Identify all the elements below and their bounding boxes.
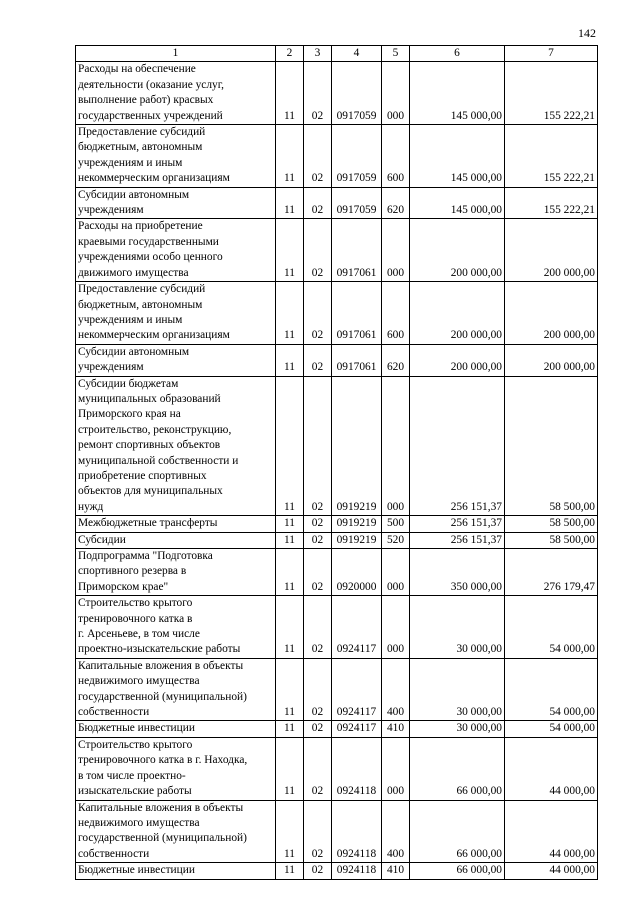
target-item-code-cell: 0924118	[332, 737, 382, 800]
column-header: 6	[410, 46, 505, 62]
section-code-cell: 11	[276, 549, 304, 596]
amount-col7-cell: 155 222,21	[505, 187, 598, 219]
amount-col6-cell: 256 151,37	[410, 516, 505, 532]
amount-col7-cell: 200 000,00	[505, 344, 598, 376]
subsection-code-cell: 02	[304, 282, 332, 345]
subsection-code-cell: 02	[304, 721, 332, 737]
amount-col7-cell: 44 000,00	[505, 737, 598, 800]
target-item-code-cell: 0924118	[332, 863, 382, 879]
amount-col7-cell: 58 500,00	[505, 376, 598, 516]
table-row	[76, 800, 598, 863]
row-name-cell: Бюджетные инвестиции	[76, 721, 276, 737]
row-name-cell: Межбюджетные трансферты	[76, 516, 276, 532]
amount-col6-cell: 66 000,00	[410, 737, 505, 800]
expense-type-code-cell: 000	[382, 596, 410, 659]
subsection-code-cell: 02	[304, 532, 332, 548]
column-header: 7	[505, 46, 598, 62]
amount-col6-cell: 30 000,00	[410, 596, 505, 659]
subsection-code-cell: 02	[304, 800, 332, 863]
amount-col7-cell: 54 000,00	[505, 721, 598, 737]
expense-type-code-cell: 400	[382, 800, 410, 863]
target-item-code-cell: 0924117	[332, 658, 382, 721]
table-row	[76, 125, 598, 188]
target-item-code-cell: 0917059	[332, 62, 382, 125]
section-code-cell: 11	[276, 658, 304, 721]
subsection-code-cell: 02	[304, 187, 332, 219]
amount-col7-cell: 58 500,00	[505, 516, 598, 532]
subsection-code-cell: 02	[304, 125, 332, 188]
section-code-cell: 11	[276, 721, 304, 737]
table-row	[76, 721, 598, 737]
expense-type-code-cell: 620	[382, 344, 410, 376]
section-code-cell: 11	[276, 516, 304, 532]
section-code-cell: 11	[276, 125, 304, 188]
expense-type-code-cell: 520	[382, 532, 410, 548]
expense-type-code-cell: 410	[382, 863, 410, 879]
section-code-cell: 11	[276, 187, 304, 219]
row-name-cell: Субсидии	[76, 532, 276, 548]
amount-col7-cell: 44 000,00	[505, 800, 598, 863]
section-code-cell: 11	[276, 344, 304, 376]
target-item-code-cell: 0919219	[332, 532, 382, 548]
table-row	[76, 863, 598, 879]
subsection-code-cell: 02	[304, 62, 332, 125]
target-item-code-cell: 0917059	[332, 187, 382, 219]
expense-type-code-cell: 000	[382, 549, 410, 596]
amount-col6-cell: 256 151,37	[410, 532, 505, 548]
row-name-cell: Предоставление субсидий бюджетным, автономным учреждениям и иным некоммерческим организациям	[76, 282, 276, 345]
section-code-cell: 11	[276, 62, 304, 125]
target-item-code-cell: 0919219	[332, 376, 382, 516]
subsection-code-cell: 02	[304, 596, 332, 659]
column-header: 2	[276, 46, 304, 62]
table-header-row	[76, 46, 598, 62]
expense-type-code-cell: 000	[382, 376, 410, 516]
expense-type-code-cell: 600	[382, 125, 410, 188]
amount-col6-cell: 66 000,00	[410, 863, 505, 879]
section-code-cell: 11	[276, 282, 304, 345]
amount-col6-cell: 200 000,00	[410, 344, 505, 376]
subsection-code-cell: 02	[304, 549, 332, 596]
amount-col6-cell: 200 000,00	[410, 282, 505, 345]
section-code-cell: 11	[276, 532, 304, 548]
row-name-cell: Субсидии бюджетам муниципальных образований Приморского края на строительство, реконструкцию, ремонт спортивных объектов муниципальной собственности и приобретение спортивных объектов для муниципальных нужд	[76, 376, 276, 516]
target-item-code-cell: 0924117	[332, 721, 382, 737]
target-item-code-cell: 0919219	[332, 516, 382, 532]
subsection-code-cell: 02	[304, 863, 332, 879]
amount-col6-cell: 66 000,00	[410, 800, 505, 863]
amount-col7-cell: 54 000,00	[505, 658, 598, 721]
expense-type-code-cell: 600	[382, 282, 410, 345]
page-number: 142	[578, 26, 596, 40]
row-name-cell: Подпрограмма "Подготовка спортивного резерва в Приморском крае"	[76, 549, 276, 596]
target-item-code-cell: 0924117	[332, 596, 382, 659]
target-item-code-cell: 0917061	[332, 282, 382, 345]
amount-col7-cell: 200 000,00	[505, 219, 598, 282]
expense-type-code-cell: 410	[382, 721, 410, 737]
table-row	[76, 219, 598, 282]
subsection-code-cell: 02	[304, 658, 332, 721]
table-row	[76, 282, 598, 345]
expense-type-code-cell: 620	[382, 187, 410, 219]
column-header: 4	[332, 46, 382, 62]
section-code-cell: 11	[276, 596, 304, 659]
table-row	[76, 187, 598, 219]
row-name-cell: Строительство крытого тренировочного катка в г. Арсеньеве, в том числе проектно-изыскательские работы	[76, 596, 276, 659]
section-code-cell: 11	[276, 376, 304, 516]
table-row	[76, 516, 598, 532]
table-row	[76, 737, 598, 800]
section-code-cell: 11	[276, 863, 304, 879]
subsection-code-cell: 02	[304, 219, 332, 282]
section-code-cell: 11	[276, 800, 304, 863]
amount-col7-cell: 155 222,21	[505, 125, 598, 188]
amount-col6-cell: 30 000,00	[410, 658, 505, 721]
row-name-cell: Бюджетные инвестиции	[76, 863, 276, 879]
target-item-code-cell: 0917061	[332, 344, 382, 376]
amount-col6-cell: 145 000,00	[410, 187, 505, 219]
section-code-cell: 11	[276, 737, 304, 800]
row-name-cell: Капитальные вложения в объекты недвижимого имущества государственной (муниципальной) собственности	[76, 658, 276, 721]
amount-col7-cell: 54 000,00	[505, 596, 598, 659]
expense-type-code-cell: 400	[382, 658, 410, 721]
amount-col7-cell: 276 179,47	[505, 549, 598, 596]
table-row	[76, 549, 598, 596]
amount-col7-cell: 58 500,00	[505, 532, 598, 548]
column-header: 3	[304, 46, 332, 62]
row-name-cell: Расходы на обеспечение деятельности (оказание услуг, выполнение работ) красвых государственных учреждений	[76, 62, 276, 125]
column-header: 1	[76, 46, 276, 62]
amount-col6-cell: 145 000,00	[410, 125, 505, 188]
table-row	[76, 376, 598, 516]
row-name-cell: Предоставление субсидий бюджетным, автономным учреждениям и иным некоммерческим организациям	[76, 125, 276, 188]
subsection-code-cell: 02	[304, 737, 332, 800]
target-item-code-cell: 0924118	[332, 800, 382, 863]
subsection-code-cell: 02	[304, 344, 332, 376]
table-row	[76, 596, 598, 659]
row-name-cell: Строительство крытого тренировочного катка в г. Находка, в том числе проектно- изыскательские работы	[76, 737, 276, 800]
expense-type-code-cell: 000	[382, 62, 410, 125]
table-row	[76, 532, 598, 548]
subsection-code-cell: 02	[304, 516, 332, 532]
amount-col7-cell: 44 000,00	[505, 863, 598, 879]
row-name-cell: Капитальные вложения в объекты недвижимого имущества государственной (муниципальной) собственности	[76, 800, 276, 863]
target-item-code-cell: 0917059	[332, 125, 382, 188]
expense-type-code-cell: 500	[382, 516, 410, 532]
column-header: 5	[382, 46, 410, 62]
target-item-code-cell: 0917061	[332, 219, 382, 282]
subsection-code-cell: 02	[304, 376, 332, 516]
amount-col6-cell: 350 000,00	[410, 549, 505, 596]
amount-col6-cell: 256 151,37	[410, 376, 505, 516]
table-row	[76, 658, 598, 721]
amount-col6-cell: 30 000,00	[410, 721, 505, 737]
amount-col7-cell: 200 000,00	[505, 282, 598, 345]
amount-col6-cell: 200 000,00	[410, 219, 505, 282]
table-row	[76, 62, 598, 125]
row-name-cell: Субсидии автономным учреждениям	[76, 344, 276, 376]
amount-col7-cell: 155 222,21	[505, 62, 598, 125]
section-code-cell: 11	[276, 219, 304, 282]
target-item-code-cell: 0920000	[332, 549, 382, 596]
expense-type-code-cell: 000	[382, 737, 410, 800]
expense-type-code-cell: 000	[382, 219, 410, 282]
table-row	[76, 344, 598, 376]
budget-table	[75, 45, 598, 880]
row-name-cell: Расходы на приобретение краевыми государственными учреждениями особо ценного движимого имущества	[76, 219, 276, 282]
amount-col6-cell: 145 000,00	[410, 62, 505, 125]
row-name-cell: Субсидии автономным учреждениям	[76, 187, 276, 219]
